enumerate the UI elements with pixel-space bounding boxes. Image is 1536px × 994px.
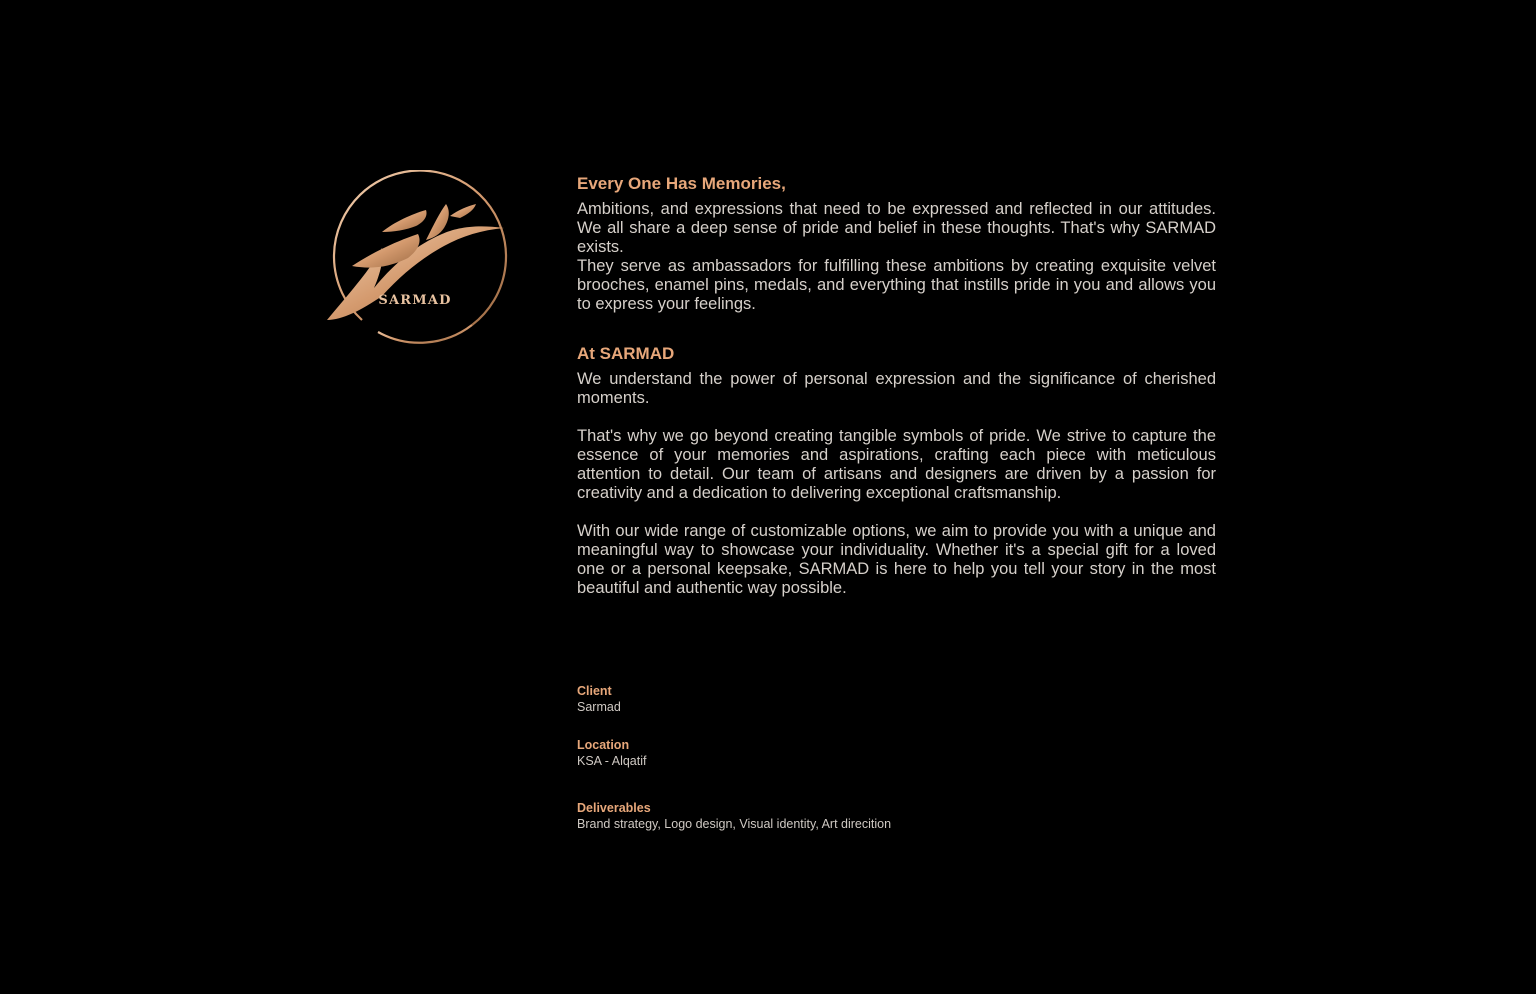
intro-paragraph-2: They serve as ambassadors for fulfilling these ambitions by creating exquisite velvet brooches, enamel pins, medals, and everything that instills pride in you and allows you to express your feelings. [577, 257, 1216, 313]
about-heading: At SARMAD [577, 344, 675, 363]
location-label: Location [577, 738, 630, 752]
paragraph-spacer [577, 503, 1216, 522]
client-block [577, 683, 1077, 716]
intro-paragraph-1: Ambitions, and expressions that need to be expressed and reflected in our attitudes. We all share a deep sense of pride and belief in these thoughts. That's why SARMAD exists. [577, 200, 1216, 256]
about-paragraph-3: With our wide range of customizable options, we aim to provide you with a unique and meaningful way to showcase your individuality. Whether it's a special gift for a loved one or a personal keepsake, SARMAD is here to help you tell your story in the most beautiful and authentic way possible. [577, 522, 1216, 597]
paragraph-spacer [577, 408, 1216, 427]
section-spacer [577, 314, 1216, 342]
location-value: KSA - Alqatif [577, 754, 647, 768]
about-paragraph-1: We understand the power of personal expression and the significance of cherished moments. [577, 370, 1216, 407]
about-paragraph-2: That's why we go beyond creating tangible symbols of pride. We strive to capture the essence of your memories and aspirations, crafting each piece with meticulous attention to detail. Our team of artisans and designers are driven by a passion for creativity and a dedication to delivering exceptional craftsmanship. [577, 427, 1216, 502]
deliverables-block [577, 800, 1077, 833]
intro-heading: Every One Has Memories, [577, 174, 786, 193]
client-label: Client [577, 684, 612, 698]
sarmad-logo [322, 170, 508, 352]
sarmad-emblem-icon [322, 170, 508, 352]
client-value: Sarmad [577, 700, 621, 714]
logo-wordmark: SARMAD [378, 293, 452, 308]
location-block [577, 737, 1077, 770]
deliverables-value: Brand strategy, Logo design, Visual identity, Art direcition [577, 817, 892, 831]
deliverables-label: Deliverables [577, 801, 651, 815]
about-content [577, 172, 1216, 598]
